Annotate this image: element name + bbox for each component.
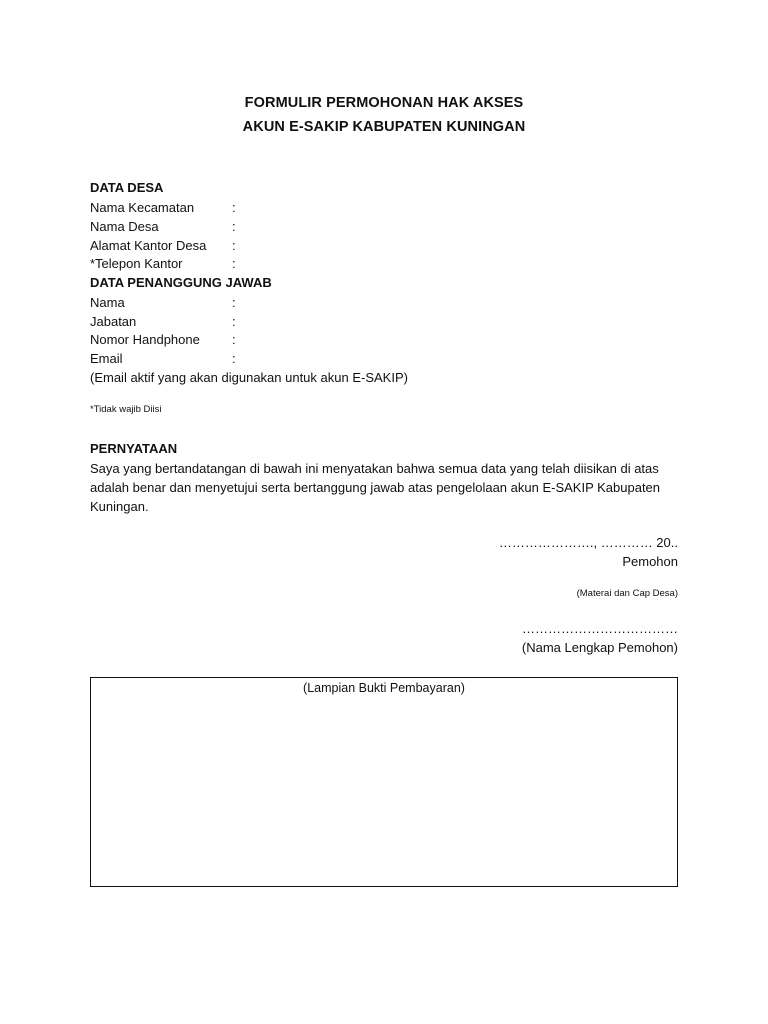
field-row-nama-kecamatan [90, 200, 236, 215]
field-label: Jabatan [90, 314, 137, 329]
email-note: (Email aktif yang akan digunakan untuk akun E-SAKIP) [90, 370, 408, 385]
signature-name-caption: (Nama Lengkap Pemohon) [521, 640, 678, 655]
field-label: Nama [90, 295, 125, 310]
field-label: *Telepon Kantor [90, 256, 183, 271]
field-separator: : [232, 256, 236, 271]
form-title-line1: FORMULIR PERMOHONAN HAK AKSES [244, 95, 524, 111]
stamp-note: (Materai dan Cap Desa) [576, 588, 678, 599]
field-separator: : [232, 351, 236, 366]
field-label: Nama Kecamatan [90, 200, 195, 215]
field-row-email [90, 351, 236, 366]
field-label: Alamat Kantor Desa [90, 238, 207, 253]
section-heading-penanggung-jawab: DATA PENANGGUNG JAWAB [90, 275, 272, 290]
optional-note: *Tidak wajib Diisi [90, 404, 162, 415]
statement-text: Saya yang bertandatangan di bawah ini menyatakan bahwa semua data yang telah diisikan di atas adalah benar dan menyetujui serta bertanggung jawab atas pengelolaan akun E-SAKIP Kabupaten Kuningan. [90, 461, 661, 514]
field-row-jabatan [90, 314, 236, 329]
place-date-line: …………………., ………… 20.. [498, 535, 678, 550]
payment-proof-attachment-box [90, 677, 678, 887]
signer-role: Pemohon [622, 554, 678, 569]
field-row-alamat-kantor-desa [90, 238, 236, 253]
section-heading-pernyataan: PERNYATAAN [90, 441, 178, 456]
field-separator: : [232, 219, 236, 234]
field-label: Nama Desa [90, 219, 159, 234]
field-row-nama-desa [90, 219, 236, 234]
section-heading-data-desa: DATA DESA [90, 180, 164, 195]
field-separator: : [232, 238, 236, 253]
field-separator: : [232, 314, 236, 329]
attachment-label: (Lampian Bukti Pembayaran) [303, 681, 465, 695]
field-row-telepon-kantor [90, 256, 236, 271]
field-separator: : [232, 332, 236, 347]
field-row-nomor-handphone [90, 332, 236, 347]
field-separator: : [232, 295, 236, 310]
field-label: Nomor Handphone [90, 332, 200, 347]
field-label: Email [90, 351, 123, 366]
signature-name-line: ……………………………… [522, 621, 678, 636]
form-title-line2: AKUN E-SAKIP KABUPATEN KUNINGAN [242, 119, 526, 135]
field-row-nama [90, 295, 236, 310]
field-separator: : [232, 200, 236, 215]
